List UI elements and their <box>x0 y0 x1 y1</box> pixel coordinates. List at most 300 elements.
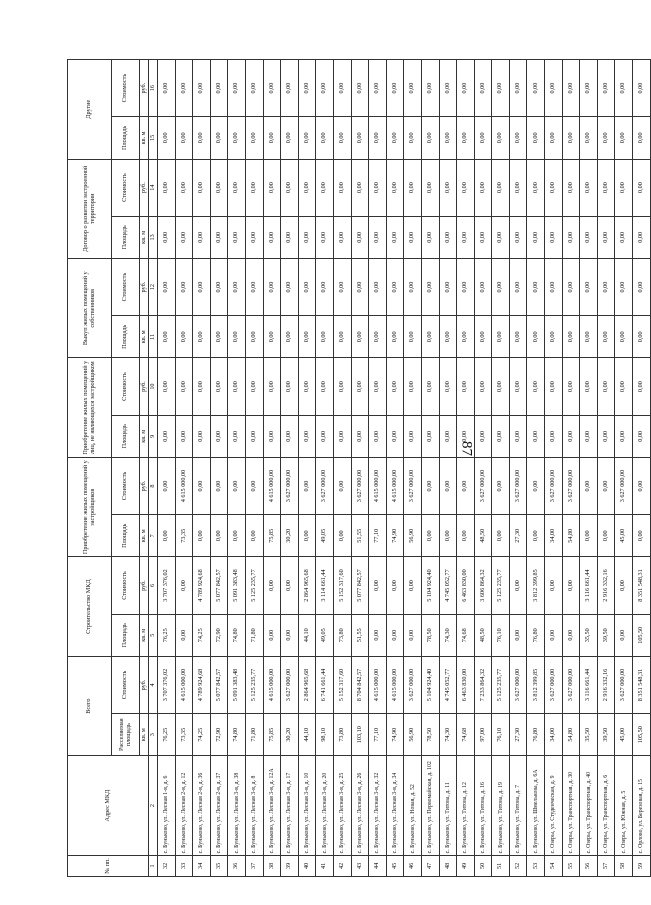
cell-area: 0,00 <box>562 415 580 457</box>
cell-area: 73,80 <box>333 714 351 756</box>
row-address: с. Буньково, ул. Первомайская, д. 102 <box>421 756 439 855</box>
cell-area: 0,00 <box>527 316 545 358</box>
row-number: 43 <box>351 855 369 876</box>
cell-cost: 0,00 <box>193 358 211 415</box>
cell-cost: 0,00 <box>633 159 651 216</box>
row-address: с. Буньково, ул. Лесная 1-я, д. 6 <box>158 756 176 855</box>
cell-area: 0,00 <box>210 316 228 358</box>
cell-cost: 0,00 <box>597 60 615 117</box>
cell-cost: 0,00 <box>597 159 615 216</box>
cell-cost: 0,00 <box>562 259 580 316</box>
cell-area: 76,80 <box>527 614 545 656</box>
cell-area: 0,00 <box>562 614 580 656</box>
row-number: 36 <box>228 855 246 876</box>
cell-cost: 0,00 <box>615 60 633 117</box>
cell-cost: 0,00 <box>545 557 563 614</box>
cell-cost: 0,00 <box>351 259 369 316</box>
cell-cost: 6 463 830,00 <box>457 557 475 614</box>
row-number: 47 <box>421 855 439 876</box>
cell-cost: 0,00 <box>210 358 228 415</box>
unit-cost: руб. <box>140 457 149 514</box>
cell-cost: 0,00 <box>562 60 580 117</box>
cell-area: 75,85 <box>263 714 281 756</box>
table-row <box>281 60 299 877</box>
cell-cost: 0,00 <box>615 557 633 614</box>
table-row <box>474 60 492 877</box>
header-area: Площадь <box>112 117 140 159</box>
cell-cost: 3 627 000,00 <box>404 656 422 713</box>
cell-cost: 0,00 <box>421 159 439 216</box>
cell-cost: 0,00 <box>316 60 334 117</box>
cell-area: 0,00 <box>175 614 193 656</box>
cell-cost: 0,00 <box>580 457 598 514</box>
cell-area: 105,50 <box>633 714 651 756</box>
cell-area: 45,00 <box>615 714 633 756</box>
table-row <box>509 60 527 877</box>
cell-area: 0,00 <box>474 415 492 457</box>
cell-area: 0,00 <box>193 117 211 159</box>
cell-area: 0,00 <box>562 316 580 358</box>
row-address: с. Озеры, ул. Студенческая, д. 9 <box>545 756 563 855</box>
cell-area: 0,00 <box>527 117 545 159</box>
cell-area: 0,00 <box>545 216 563 258</box>
cell-area: 0,00 <box>369 117 387 159</box>
cell-cost: 0,00 <box>316 358 334 415</box>
column-number: 4 <box>149 656 158 713</box>
row-address: с. Буньково, ул. Лесная 2-я, д. 37 <box>210 756 228 855</box>
cell-cost: 5 077 842,57 <box>210 557 228 614</box>
cell-cost: 5 152 317,60 <box>333 557 351 614</box>
cell-area: 0,00 <box>509 117 527 159</box>
cell-cost: 0,00 <box>474 60 492 117</box>
cell-cost: 0,00 <box>281 159 299 216</box>
row-address: с. Буньково, ул. Новая, д. 52 <box>404 756 422 855</box>
cell-area: 44,10 <box>298 614 316 656</box>
cell-area: 0,00 <box>421 515 439 557</box>
cell-cost: 0,00 <box>175 557 193 614</box>
cell-area: 73,35 <box>175 714 193 756</box>
row-number: 58 <box>615 855 633 876</box>
row-address: с. Озеры, ул. Южная, д. 5 <box>615 756 633 855</box>
cell-cost: 0,00 <box>439 60 457 117</box>
cell-area: 54,80 <box>562 714 580 756</box>
cell-area: 0,00 <box>228 415 246 457</box>
cell-cost: 0,00 <box>492 457 510 514</box>
cell-area: 0,00 <box>263 614 281 656</box>
cell-cost: 3 627 000,00 <box>474 457 492 514</box>
cell-area: 0,00 <box>562 216 580 258</box>
cell-area: 0,00 <box>421 117 439 159</box>
cell-cost: 3 707 376,02 <box>158 557 176 614</box>
cell-cost: 0,00 <box>369 358 387 415</box>
cell-cost: 0,00 <box>474 159 492 216</box>
cell-cost: 0,00 <box>263 358 281 415</box>
cell-area: 0,00 <box>457 117 475 159</box>
cell-cost: 0,00 <box>281 60 299 117</box>
cell-area: 98,10 <box>316 714 334 756</box>
cell-area: 0,00 <box>245 415 263 457</box>
cell-area: 0,00 <box>509 415 527 457</box>
cell-area: 0,00 <box>580 216 598 258</box>
cell-cost: 0,00 <box>545 159 563 216</box>
cell-cost: 4 789 924,68 <box>193 557 211 614</box>
cell-area: 44,10 <box>298 714 316 756</box>
cell-area: 105,50 <box>633 614 651 656</box>
cell-area: 0,00 <box>633 216 651 258</box>
cell-cost: 5 152 317,60 <box>333 656 351 713</box>
cell-area: 76,80 <box>527 714 545 756</box>
table-row <box>369 60 387 877</box>
column-number: 7 <box>149 515 158 557</box>
table-header <box>68 60 158 877</box>
cell-area: 0,00 <box>158 117 176 159</box>
cell-cost: 0,00 <box>228 259 246 316</box>
cell-area: 76,25 <box>158 614 176 656</box>
cell-cost: 0,00 <box>351 60 369 117</box>
unit-cost: руб. <box>140 60 149 117</box>
cell-area: 0,00 <box>193 316 211 358</box>
cell-area: 0,00 <box>333 117 351 159</box>
unit-area: кв. м <box>140 117 149 159</box>
cell-cost: 5 125 235,77 <box>492 557 510 614</box>
cell-cost: 0,00 <box>580 259 598 316</box>
table-row <box>404 60 422 877</box>
row-address: с. Буньково, ул. Лесная 3-я, д. 25 <box>333 756 351 855</box>
cell-area: 0,00 <box>369 216 387 258</box>
cell-cost: 0,00 <box>263 557 281 614</box>
table-row <box>158 60 176 877</box>
cell-area: 0,00 <box>421 316 439 358</box>
cell-cost: 0,00 <box>193 159 211 216</box>
header-area: Площадь <box>112 216 140 258</box>
cell-area: 0,00 <box>386 316 404 358</box>
cell-area: 76,10 <box>492 714 510 756</box>
cell-cost: 3 627 000,00 <box>404 457 422 514</box>
cell-cost: 4 789 924,68 <box>193 656 211 713</box>
column-number: 1 <box>149 855 158 876</box>
cell-cost: 3 707 376,02 <box>158 656 176 713</box>
cell-area: 0,00 <box>158 216 176 258</box>
row-number: 52 <box>509 855 527 876</box>
cell-cost: 0,00 <box>615 159 633 216</box>
cell-cost: 4 615 000,00 <box>386 656 404 713</box>
header-area: Площадь <box>112 515 140 557</box>
cell-area: 0,00 <box>298 216 316 258</box>
unit-cost: руб. <box>140 656 149 713</box>
row-address: с. Буньково, ул. Шмелькова, д. 6А <box>527 756 545 855</box>
cell-cost: 0,00 <box>333 159 351 216</box>
cell-cost: 0,00 <box>439 159 457 216</box>
cell-area: 56,90 <box>404 515 422 557</box>
rotated-table-container <box>67 59 645 877</box>
row-number: 45 <box>386 855 404 876</box>
cell-cost: 0,00 <box>263 259 281 316</box>
row-address: с. Буньково, ул. Лесная 3-я, д. 34 <box>386 756 404 855</box>
cell-area: 0,00 <box>615 117 633 159</box>
column-number: 14 <box>149 159 158 216</box>
cell-area: 77,10 <box>369 714 387 756</box>
cell-area: 0,00 <box>615 415 633 457</box>
cell-cost: 4 745 052,77 <box>439 656 457 713</box>
row-number: 37 <box>245 855 263 876</box>
cell-cost: 0,00 <box>158 259 176 316</box>
cell-cost: 0,00 <box>386 60 404 117</box>
table-row <box>615 60 633 877</box>
cell-area: 48,50 <box>474 515 492 557</box>
table-row <box>298 60 316 877</box>
cell-cost: 5 125 235,77 <box>245 656 263 713</box>
cell-area: 0,00 <box>158 515 176 557</box>
column-number: 9 <box>149 415 158 457</box>
cell-cost: 6 463 830,00 <box>457 656 475 713</box>
cell-cost: 0,00 <box>298 259 316 316</box>
cell-area: 0,00 <box>351 117 369 159</box>
cell-cost: 0,00 <box>386 259 404 316</box>
column-number: 8 <box>149 457 158 514</box>
column-number: 6 <box>149 557 158 614</box>
cell-cost: 0,00 <box>281 557 299 614</box>
table-row <box>421 60 439 877</box>
cell-area: 0,00 <box>509 216 527 258</box>
cell-area: 39,50 <box>597 614 615 656</box>
cell-area: 0,00 <box>263 216 281 258</box>
cell-area: 0,00 <box>228 515 246 557</box>
cell-area: 0,00 <box>404 316 422 358</box>
cell-cost: 0,00 <box>509 159 527 216</box>
cell-area: 0,00 <box>245 316 263 358</box>
cell-cost: 3 812 399,85 <box>527 656 545 713</box>
cell-cost: 0,00 <box>421 358 439 415</box>
header-no: № пп. <box>68 855 149 876</box>
cell-cost: 8 704 842,57 <box>351 656 369 713</box>
column-number: 16 <box>149 60 158 117</box>
header-area: Площадь <box>112 316 140 358</box>
cell-area: 78,50 <box>421 714 439 756</box>
cell-cost: 3 627 000,00 <box>545 457 563 514</box>
cell-area: 0,00 <box>597 117 615 159</box>
column-number: 5 <box>149 614 158 656</box>
header-cost: Стоимость <box>112 159 140 216</box>
cell-area: 0,00 <box>492 117 510 159</box>
header-cost: Стоимость <box>112 60 140 117</box>
row-address: с. Буньково, ул. Лесная 3-я, д. 38 <box>228 756 246 855</box>
table-row <box>545 60 563 877</box>
cell-area: 30,20 <box>281 714 299 756</box>
cell-area: 0,00 <box>386 614 404 656</box>
header-address: Адрес МКД <box>68 756 149 855</box>
column-number: 13 <box>149 216 158 258</box>
table-body <box>158 60 651 877</box>
row-number: 39 <box>281 855 299 876</box>
cell-area: 74,68 <box>457 614 475 656</box>
cell-cost: 0,00 <box>457 259 475 316</box>
cell-area: 0,00 <box>316 415 334 457</box>
cell-area: 49,05 <box>316 515 334 557</box>
cell-area: 0,00 <box>316 316 334 358</box>
cell-cost: 0,00 <box>193 60 211 117</box>
table-row <box>351 60 369 877</box>
cell-area: 0,00 <box>316 216 334 258</box>
cell-cost: 0,00 <box>457 457 475 514</box>
cell-cost: 0,00 <box>404 159 422 216</box>
cell-area: 0,00 <box>333 216 351 258</box>
cell-area: 0,00 <box>298 117 316 159</box>
cell-cost: 8 351 548,31 <box>633 656 651 713</box>
cell-area: 30,20 <box>281 515 299 557</box>
cell-cost: 0,00 <box>193 457 211 514</box>
cell-area: 76,25 <box>158 714 176 756</box>
row-number: 49 <box>457 855 475 876</box>
cell-cost: 0,00 <box>474 358 492 415</box>
cell-area: 0,00 <box>351 216 369 258</box>
cell-cost: 0,00 <box>580 358 598 415</box>
cell-cost: 2 864 965,68 <box>298 557 316 614</box>
cell-cost: 0,00 <box>333 259 351 316</box>
cell-cost: 0,00 <box>509 557 527 614</box>
cell-area: 0,00 <box>281 415 299 457</box>
cell-cost: 4 615 000,00 <box>175 656 193 713</box>
cell-cost: 3 627 000,00 <box>509 656 527 713</box>
cell-area: 0,00 <box>633 117 651 159</box>
cell-area: 0,00 <box>439 515 457 557</box>
cell-cost: 0,00 <box>369 557 387 614</box>
cell-area: 35,50 <box>580 614 598 656</box>
cell-area: 0,00 <box>210 415 228 457</box>
table-row <box>175 60 193 877</box>
table-row <box>386 60 404 877</box>
cell-cost: 3 606 864,32 <box>474 557 492 614</box>
cell-cost: 0,00 <box>298 60 316 117</box>
cell-cost: 0,00 <box>439 259 457 316</box>
cell-area: 0,00 <box>474 117 492 159</box>
header-group-total: Всего <box>68 656 112 755</box>
cell-area: 71,80 <box>245 614 263 656</box>
cell-area: 0,00 <box>369 316 387 358</box>
cell-area: 0,00 <box>158 415 176 457</box>
cell-cost: 0,00 <box>492 60 510 117</box>
cell-cost: 5 104 924,40 <box>421 656 439 713</box>
header-cost: Стоимость <box>112 656 140 713</box>
cell-area: 0,00 <box>527 216 545 258</box>
row-address: с. Буньково, ул. Лесная 3-я, д. 10 <box>298 756 316 855</box>
cell-cost: 4 615 000,00 <box>369 457 387 514</box>
cell-area: 0,00 <box>439 117 457 159</box>
row-address: с. Буньково, ул. Титова, д. 7 <box>509 756 527 855</box>
row-address: с. Буньково, ул. Титова, д. 16 <box>474 756 492 855</box>
cell-cost: 4 615 000,00 <box>263 656 281 713</box>
cell-area: 0,00 <box>351 415 369 457</box>
column-number: 12 <box>149 259 158 316</box>
cell-area: 35,50 <box>580 714 598 756</box>
cell-area: 27,30 <box>509 515 527 557</box>
cell-cost: 0,00 <box>633 358 651 415</box>
row-number: 54 <box>545 855 563 876</box>
cell-area: 0,00 <box>580 117 598 159</box>
cell-cost: 0,00 <box>333 457 351 514</box>
row-address: с. Орлово, ул. Березовая, д. 15 <box>633 756 651 855</box>
row-number: 40 <box>298 855 316 876</box>
cell-cost: 0,00 <box>369 159 387 216</box>
cell-cost: 0,00 <box>351 159 369 216</box>
cell-cost: 0,00 <box>158 60 176 117</box>
cell-cost: 4 615 000,00 <box>263 457 281 514</box>
cell-area: 0,00 <box>404 117 422 159</box>
cell-area: 0,00 <box>298 515 316 557</box>
cell-cost: 0,00 <box>527 457 545 514</box>
cell-cost: 0,00 <box>245 60 263 117</box>
cell-cost: 3 627 000,00 <box>281 457 299 514</box>
header-cost: Стоимость <box>112 358 140 415</box>
cell-area: 74,90 <box>386 714 404 756</box>
column-number: 3 <box>149 714 158 756</box>
row-address: с. Буньково, ул. Лесная 2-я, д. 12 <box>175 756 193 855</box>
cell-cost: 3 114 661,44 <box>316 557 334 614</box>
cell-cost: 3 627 000,00 <box>562 457 580 514</box>
cell-area: 75,85 <box>263 515 281 557</box>
cell-cost: 0,00 <box>316 159 334 216</box>
cell-area: 0,00 <box>474 216 492 258</box>
cell-area: 34,00 <box>545 515 563 557</box>
unit-area: кв. м <box>140 316 149 358</box>
cell-area: 0,00 <box>175 415 193 457</box>
row-address: с. Буньково, ул. Титова, д. 12 <box>457 756 475 855</box>
cell-area: 0,00 <box>492 316 510 358</box>
unit-cost: руб. <box>140 557 149 614</box>
row-number: 38 <box>263 855 281 876</box>
cell-cost: 0,00 <box>228 358 246 415</box>
row-address: с. Буньково, ул. Лесная 3-я, д. 20 <box>316 756 334 855</box>
cell-area: 0,00 <box>421 415 439 457</box>
cell-area: 0,00 <box>597 415 615 457</box>
cell-area: 0,00 <box>457 316 475 358</box>
cell-cost: 0,00 <box>228 457 246 514</box>
cell-cost: 5 077 842,57 <box>351 557 369 614</box>
cell-area: 0,00 <box>597 316 615 358</box>
cell-area: 103,10 <box>351 714 369 756</box>
cell-area: 0,00 <box>457 216 475 258</box>
row-number: 59 <box>633 855 651 876</box>
cell-area: 0,00 <box>245 515 263 557</box>
cell-area: 0,00 <box>333 515 351 557</box>
cell-cost: 3 627 000,00 <box>545 656 563 713</box>
cell-cost: 0,00 <box>492 259 510 316</box>
cell-area: 45,00 <box>615 515 633 557</box>
cell-area: 0,00 <box>281 614 299 656</box>
cell-cost: 0,00 <box>369 259 387 316</box>
cell-area: 72,90 <box>210 714 228 756</box>
cell-cost: 0,00 <box>245 358 263 415</box>
cell-area: 0,00 <box>439 415 457 457</box>
cell-area: 0,00 <box>615 316 633 358</box>
cell-area: 49,05 <box>316 614 334 656</box>
cell-area: 0,00 <box>175 117 193 159</box>
cell-area: 0,00 <box>263 415 281 457</box>
row-number: 56 <box>580 855 598 876</box>
cell-area: 74,68 <box>457 714 475 756</box>
cell-cost: 0,00 <box>404 259 422 316</box>
cell-cost: 0,00 <box>580 60 598 117</box>
cell-cost: 2 916 332,16 <box>597 557 615 614</box>
cell-area: 0,00 <box>615 614 633 656</box>
cell-area: 0,00 <box>193 216 211 258</box>
table-row <box>562 60 580 877</box>
cell-area: 0,00 <box>210 216 228 258</box>
cell-cost: 0,00 <box>615 259 633 316</box>
cell-area: 0,00 <box>545 614 563 656</box>
unit-cost: руб. <box>140 358 149 415</box>
cell-area: 0,00 <box>351 316 369 358</box>
cell-area: 0,00 <box>509 316 527 358</box>
